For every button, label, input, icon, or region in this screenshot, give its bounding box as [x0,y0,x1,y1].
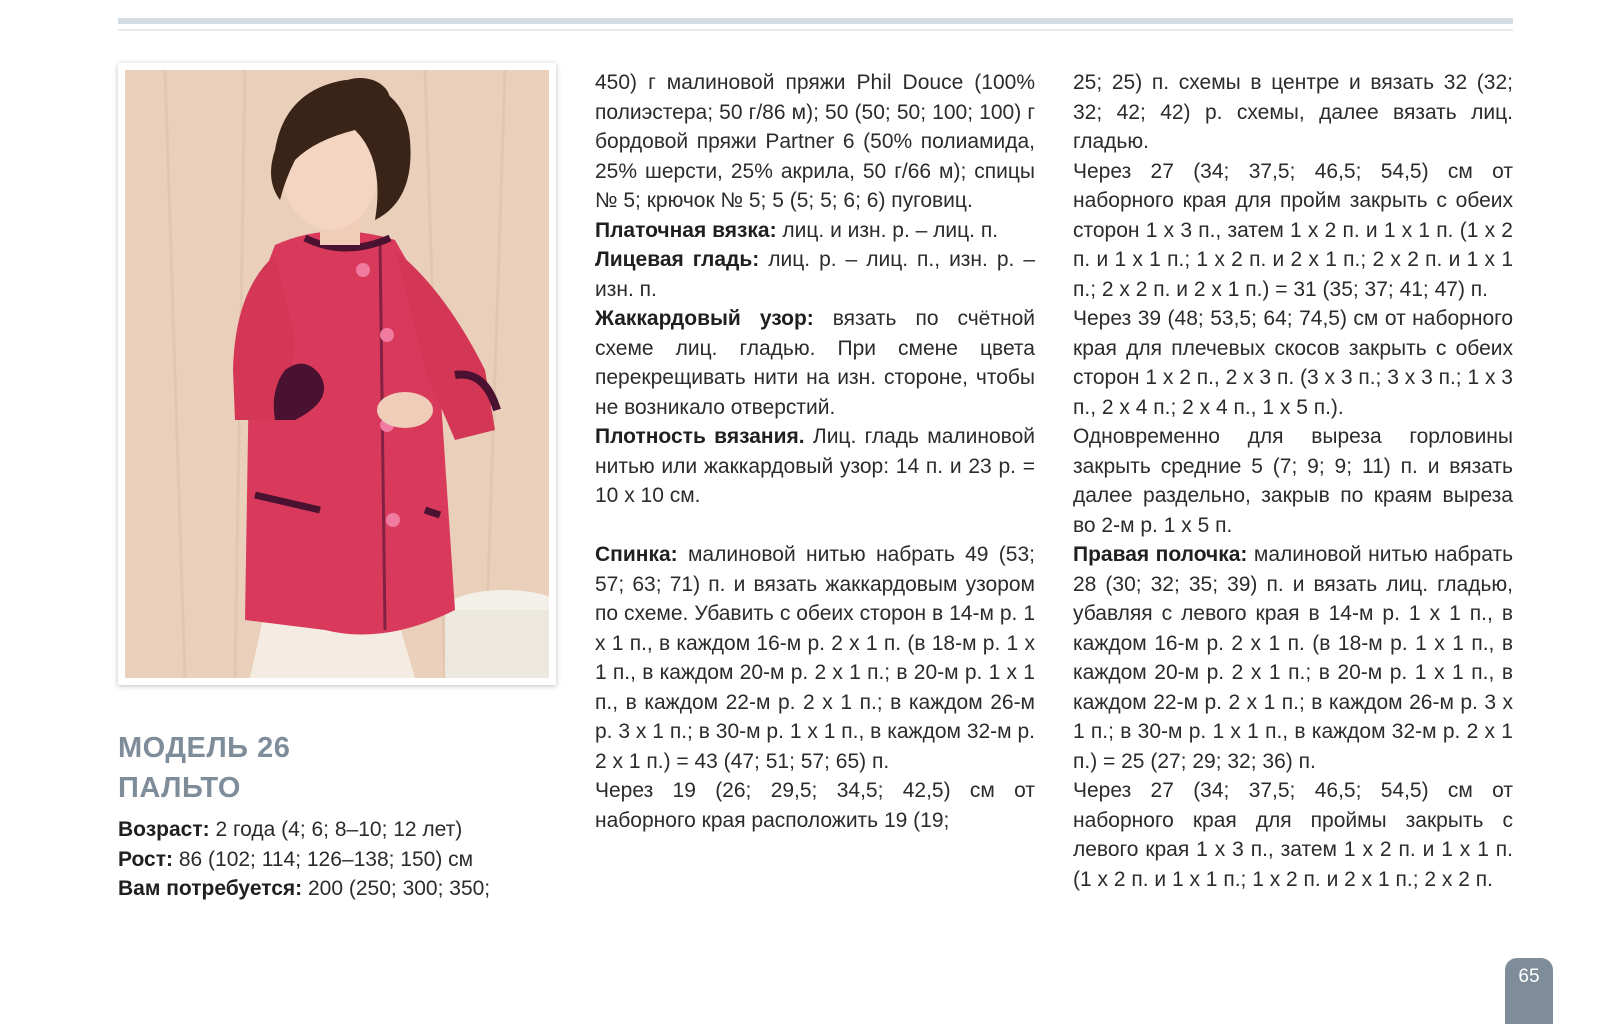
height-line [118,845,558,875]
instructions-column-2 [595,68,1035,835]
right-front-paragraph [1073,540,1513,776]
height-value: 86 (102; 114; 126–138; 150) см [173,847,474,871]
back-paragraph [595,540,1035,776]
armhole-paragraph: Через 27 (34; 37,5; 46,5; 54,5) см от наборного края для пройм закрыть с обеих сторон 1 х 3 п., затем 1 х 2 п. и 1 х 1 п. (1 х 2 п. и 1 х 1 п.; 1 х 2 п. и 2 х 1 п.; 2 х 2 п. и 1 х 1 п.; 2 х 2 п. и 2 х 1 п.) = 31 (35; 37; 41; 47) п. [1073,159,1513,301]
model-specs [118,815,558,904]
garter-text: лиц. и изн. р. – лиц. п. [776,218,999,242]
right-front-label: Правая полочка: [1073,543,1248,566]
stockinette-label: Лицевая гладь: [595,248,760,271]
gauge-paragraph [595,422,1035,511]
page-number-tab [1505,958,1553,1024]
back-cont-paragraph: 25; 25) п. схемы в центре и вязать 32 (32; 32; 42; 42) р. схемы, далее вязать лиц. гладью. [1073,71,1513,153]
age-label: Возраст: [118,818,210,841]
needs-line [118,874,558,904]
materials-paragraph: 450) г малиновой пряжи Phil Douce (100% полиэстера; 50 г/86 м); 50 (50; 50; 100; 100) г бордовой пряжи Partner 6 (50% полиамида, 25% шерсти, 25% акрила, 50 г/66 м); спицы № 5; крючок № 5; 5 (5; 5; 6; 6) пуговиц. [595,71,1035,212]
stockinette-text: лиц. р. – лиц. п., изн. р. – изн. п. [595,248,1036,301]
right-armhole-paragraph: Через 27 (34; 37,5; 46,5; 54,5) см от наборного края для проймы закрыть с левого края 1 х 3 п., затем 1 х 2 п. и 1 х 1 п. (1 х 2 п. и 1 х 1 п.; 1 х 2 п. и 2 х 1 п.; 2 х 2 п. [1073,779,1513,891]
gauge-text: Лиц. гладь малиновой нитью или жаккардовый узор: 14 п. и 23 р. = 10 х 10 см. [595,425,1035,507]
age-line [118,815,558,845]
girl-in-coat-image [125,70,549,678]
paragraph-gap [595,511,1035,541]
top-decorative-rule-thin [118,29,1513,31]
instructions-column-3 [1073,68,1513,894]
back-text: малиновой нитью набрать 49 (53; 57; 63; 71) п. и вязать жаккардовым узором по схеме. Убавить с обеих сторон в 14-м р. 1 х 1 п., в каждом 16-м р. 2 х 1 п. (в 18-м р. 1 х 1 п., в каждом 20-м р. 2 х 1 п.; в 20-м р. 1 х 1 п., в каждом 22-м р. 2 х 1 п.; в каждом 26-м р. 3 х 1 п.; в 30-м р. 1 х 1 п., в каждом 32-м р. 2 х 1 п.) = 43 (47; 51; 57; 65) п. [595,543,1035,773]
right-front-text: малиновой нитью набрать 28 (30; 32; 35; 39) п. и вязать лиц. гладью, убавляя с левого края в 14-м р. 1 х 1 п., в каждом 16-м р. 2 х 1 п. (в 18-м р. 1 х 1 п., в каждом 20-м р. 2 х 1 п.; в 20-м р. 1 х 1 п., в каждом 22-м р. 2 х 1 п.; в каждом 26-м р. 3 х 1 п.; в 30-м р. 1 х 1 п., в каждом 32-м р. 2 х 1 п.) = 25 (27; 29; 32; 36) п. [1073,543,1514,773]
model-name: ПАЛЬТО [118,772,241,804]
model-photo [118,63,556,685]
shoulder-paragraph: Через 39 (48; 53,5; 64; 74,5) см от наборного края для плечевых скосов закрыть с обеих сторон 1 х 2 п., 2 х 3 п. (3 х 3 п.; 3 х 3 п.; 1 х 3 п., 2 х 4 п.; 2 х 4 п., 1 х 5 п.). [1073,307,1513,419]
age-value: 2 года (4; 6; 8–10; 12 лет) [209,818,463,841]
stockinette-paragraph [595,245,1035,304]
needs-label: Вам потребуется: [118,877,303,900]
neck-paragraph: Одновременно для выреза горловины закрыть средние 5 (7; 9; 9; 11) п. и вязать далее раздельно, закрыв по краям выреза во 2-м р. 1 х 5 п. [1073,425,1513,537]
garter-label: Платочная вязка: [595,218,777,242]
page-number: 65 [1518,966,1540,987]
gauge-label: Плотность вязания. [595,425,805,448]
height-label: Рост: [118,847,173,871]
garter-paragraph [595,216,1035,246]
top-decorative-rule [118,18,1513,24]
back-label: Спинка: [595,543,678,566]
model-title [118,728,290,808]
needs-value: 200 (250; 300; 350; [302,877,491,900]
jacquard-paragraph [595,304,1035,422]
jacquard-text: вязать по счётной схеме лиц. гладью. При смене цвета перекрещивать нити на изн. стороне, чтобы не возникало отверстий. [595,307,1035,419]
back-after-paragraph: Через 19 (26; 29,5; 34,5; 42,5) см от наборного края расположить 19 (19; [595,779,1035,832]
jacquard-label: Жаккардовый узор: [595,307,814,330]
model-number: МОДЕЛЬ 26 [118,732,291,764]
